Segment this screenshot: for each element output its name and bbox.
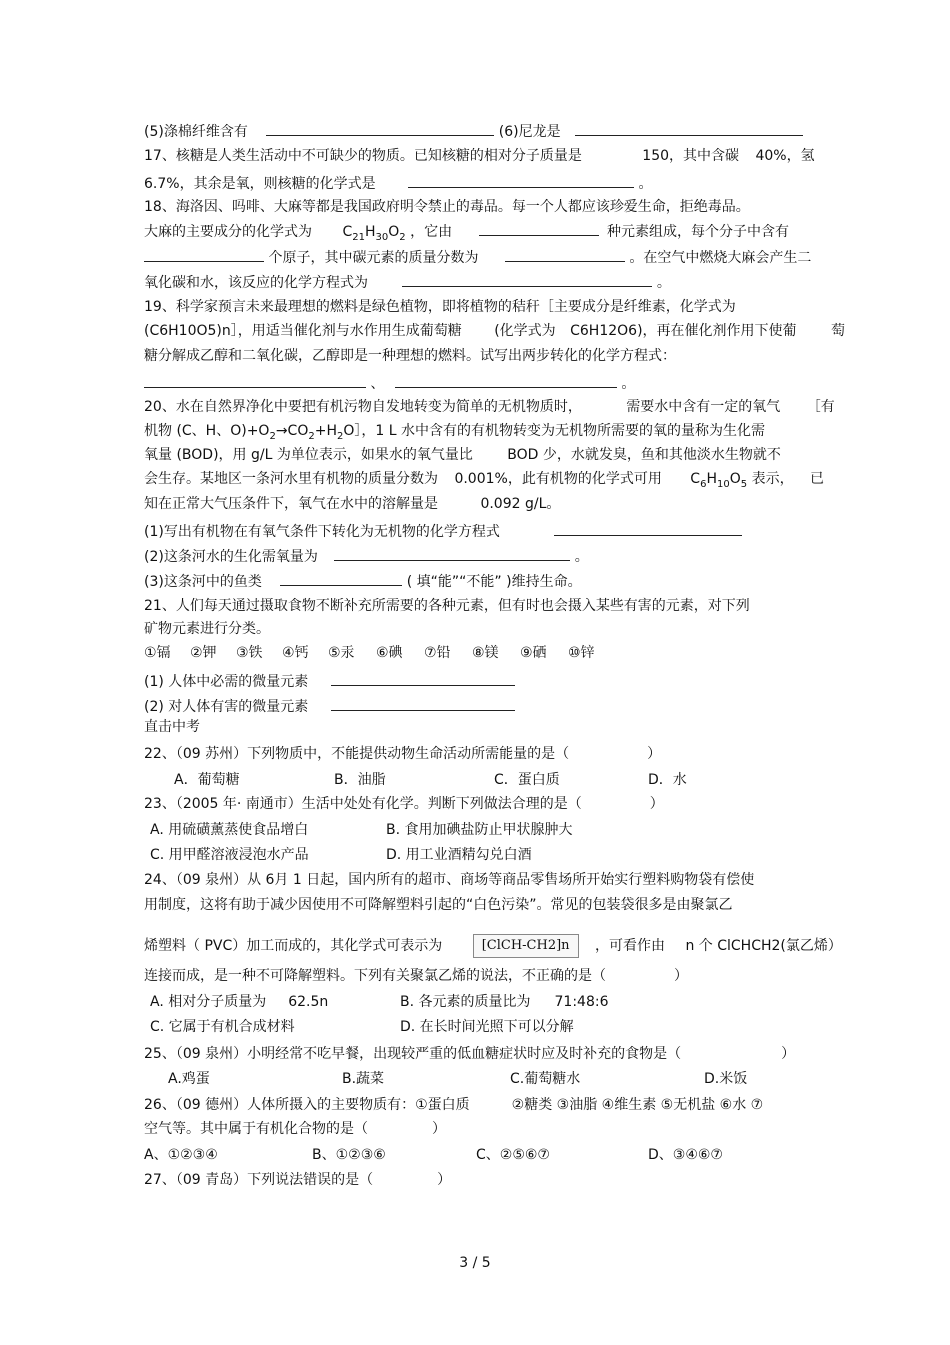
q19-line4 (144, 372, 635, 394)
option-a[interactable]: A. 相对分子质量为 62.5n (150, 994, 329, 1010)
option-d[interactable]: D、③④⑥⑦ (648, 1147, 723, 1163)
option-b[interactable]: B. 食用加碘盐防止甲状腺肿大 (386, 822, 573, 838)
q24-options-row2 (150, 1017, 574, 1037)
element-item: ③铁 (236, 645, 263, 661)
element-item: ⑦铅 (424, 645, 451, 661)
q20-text: 0.092 g/L。 (480, 496, 561, 512)
option-b[interactable]: B. 各元素的质量比为 71:48:6 (400, 994, 609, 1010)
q18-text: 氧化碳和水，该反应的化学方程式为 (144, 275, 368, 291)
q25-stem: 25、（09 泉州）小明经常不吃早餐，出现较严重的低血糖症状时应及时补充的食物是（ ） (144, 1046, 796, 1062)
q20-line1 (144, 397, 835, 417)
q20-text: 。 (574, 549, 589, 565)
q24-line1: 24、（09 泉州）从 6月 1 日起，国内所有的超市、商场等商品零售场所开始实行塑料购物袋有偿使 (144, 872, 755, 888)
q18-text: 大麻的主要成分的化学式为 (144, 224, 312, 240)
q20-text: ( 填“能”“不能” )维持生命。 (406, 574, 582, 590)
page-number: 3 / 5 (459, 1255, 491, 1271)
q17-text: 40%，氢 (755, 148, 815, 164)
option-c[interactable]: C．蛋白质 (494, 772, 560, 788)
q22-options (174, 770, 687, 790)
q20-text: 会生存。某地区一条河水里有机物的质量分数为 (144, 471, 438, 487)
q19-text: (C6H10O5)n］，用适当催化剂与水作用生成葡萄糖 (144, 323, 462, 339)
q20-text: 20、水在自然界净化中要把有机污物自发地转变为简单的无机物质时， (144, 399, 582, 415)
q16-part5: (5)涤棉纤维含有 (144, 124, 248, 140)
q16-line (144, 120, 803, 142)
q24-options-row1 (150, 992, 609, 1012)
option-a[interactable]: A、①②③④ (144, 1147, 218, 1163)
answer-blank[interactable] (266, 120, 494, 136)
option-b[interactable]: B.蔬菜 (342, 1071, 385, 1087)
option-a[interactable]: A. 用硫磺薰蒸使食品增白 (150, 822, 309, 838)
answer-blank[interactable] (144, 372, 366, 388)
q20-sub3 (144, 570, 582, 592)
q25-options (168, 1069, 747, 1089)
section-heading: 直击中考 (144, 719, 200, 735)
q20-line4 (144, 469, 824, 489)
q19-line1: 19、科学家预言未来最理想的燃料是绿色植物，即将植物的秸秆［主要成分是纤维素，化学式为 (144, 299, 736, 315)
option-c[interactable]: C.葡萄糖水 (510, 1071, 581, 1087)
answer-blank[interactable] (331, 670, 515, 686)
element-item: ①镉 (144, 645, 171, 661)
q18-text: 种元素组成，每个分子中含有 (607, 224, 789, 240)
q19-text: 萄 (831, 323, 845, 339)
q17-text: 。 (638, 176, 653, 192)
q19-line3: 糖分解成乙醇和二氧化碳，乙醇即是一种理想的燃料。试写出两步转化的化学方程式： (144, 348, 676, 364)
option-b[interactable]: B、①②③⑥ (312, 1147, 386, 1163)
q19-line2 (144, 321, 845, 341)
option-d[interactable]: D.米饭 (704, 1071, 748, 1087)
option-c[interactable]: C、②⑤⑥⑦ (476, 1147, 550, 1163)
q27-stem: 27、（09 青岛）下列说法错误的是（ ） (144, 1172, 452, 1188)
answer-blank[interactable] (575, 120, 803, 136)
element-item: ⑩锌 (568, 645, 595, 661)
answer-blank[interactable] (554, 520, 742, 536)
q21-sub2 (144, 695, 515, 717)
q19-text: 、 (370, 376, 385, 392)
q24-text: ，可看作由 (595, 938, 666, 954)
q24-line3 (144, 934, 842, 958)
q20-text: (1)写出有机物在有氧气条件下转化为无机物的化学方程式 (144, 524, 500, 540)
q21-line1: 21、人们每天通过摄取食物不断补充所需要的各种元素，但有时也会摄入某些有害的元素，对下列 (144, 598, 750, 614)
answer-blank[interactable] (144, 246, 264, 262)
q20-text: 已 (810, 471, 825, 487)
option-a[interactable]: A.鸡蛋 (168, 1071, 210, 1087)
q18-line4 (144, 271, 671, 293)
answer-blank[interactable] (280, 570, 402, 586)
q20-text: 0.001%，此有机物的化学式可用 (454, 471, 662, 487)
element-item: ⑥碘 (376, 645, 403, 661)
q17-line2 (144, 172, 652, 194)
q18-line2 (144, 220, 789, 242)
q26-line2: 空气等。其中属于有机化合物的是（ ） (144, 1121, 446, 1137)
q21-line2: 矿物元素进行分类。 (144, 621, 270, 637)
q18-text: ，它由 (410, 224, 453, 240)
q21-text: (2) 对人体有害的微量元素 (144, 699, 309, 715)
q18-text: 。在空气中燃烧大麻会产生二 (629, 250, 812, 266)
q24-text: n 个 ClCHCH2(氯乙烯） (685, 938, 842, 954)
answer-blank[interactable] (402, 271, 652, 287)
q19-text: (化学式为 (494, 323, 556, 339)
q20-sub2 (144, 545, 589, 567)
q17-text: 17、核糖是人类生活动中不可缺少的物质。已知核糖的相对分子质量是 (144, 148, 582, 164)
pvc-formula-image: [ClCH-CH2]n (473, 934, 579, 958)
chemical-formula: $C_6H_{10}O_5$ (690, 471, 748, 490)
option-c[interactable]: C. 用甲醛溶液浸泡水产品 (150, 847, 309, 863)
q17-line1 (144, 146, 815, 166)
option-d[interactable]: D. 用工业酒精勾兑白酒 (386, 847, 532, 863)
element-item: ②钾 (190, 645, 217, 661)
q17-text: 6.7%，其余是氧，则核糖的化学式是 (144, 176, 376, 192)
option-b[interactable]: B．油脂 (334, 772, 386, 788)
q16-part6: (6)尼龙是 (498, 124, 561, 140)
q23-options-row1 (150, 820, 573, 840)
q19-text: C6H12O6)，再在催化剂作用下使葡 (570, 323, 797, 339)
q20-line5 (144, 494, 560, 514)
q20-text: (3)这条河中的鱼类 (144, 574, 262, 590)
q21-items (144, 643, 608, 663)
q22-stem: 22、（09 苏州）下列物质中，不能提供动物生命活动所需能量的是（ ） (144, 746, 662, 762)
q20-text: 知在正常大气压条件下，氧气在水中的溶解量是 (144, 496, 438, 512)
element-item: ④钙 (282, 645, 309, 661)
answer-blank[interactable] (334, 545, 570, 561)
q24-line2: 用制度，这将有助于减少因使用不可降解塑料引起的“白色污染”。常见的包装袋很多是由聚氯乙 (144, 897, 733, 913)
q17-text: 150，其中含碳 (642, 148, 740, 164)
answer-blank[interactable] (505, 246, 625, 262)
element-item: ⑤汞 (328, 645, 355, 661)
option-a[interactable]: A．葡萄糖 (174, 772, 240, 788)
q20-text: 表示， (751, 471, 794, 487)
element-item: ⑧镁 (472, 645, 499, 661)
q18-line3 (144, 246, 811, 268)
q23-stem: 23、（2005 年· 南通市）生活中处处有化学。判断下列做法合理的是（ ） (144, 796, 664, 812)
q20-text: ［有 (806, 399, 835, 415)
q19-text: 。 (621, 376, 636, 392)
q20-text: (2)这条河水的生化需氧量为 (144, 549, 318, 565)
q20-sub1 (144, 520, 742, 542)
q18-line1: 18、海洛因、吗啡、大麻等都是我国政府明令禁止的毒品。每一个人都应该珍爱生命，拒绝毒品。 (144, 199, 750, 215)
q20-line3 (144, 445, 781, 465)
q20-line2: 机物 (C、H、$O)+O_2\to CO_2+H_2O]$，1 L 水中含有的有机物转变为无机物所需要的氧的量称为生化需 (144, 423, 766, 442)
q21-sub1 (144, 670, 515, 692)
chemical-formula: $C_{21}H_{30}O_2$ (342, 224, 406, 243)
answer-blank[interactable] (395, 372, 617, 388)
option-c[interactable]: C. 它属于有机合成材料 (150, 1019, 295, 1035)
q21-text: (1) 人体中必需的微量元素 (144, 674, 309, 690)
q20-text: 需要水中含有一定的氧气 (626, 399, 781, 415)
q20-text: BOD 少，水就发臭，鱼和其他淡水生物就不 (507, 447, 781, 463)
option-d[interactable]: D．水 (648, 772, 687, 788)
q26-options (144, 1145, 723, 1165)
q18-text: 。 (656, 275, 671, 291)
option-d[interactable]: D. 在长时间光照下可以分解 (400, 1019, 574, 1035)
q24-text: 烯塑料（ PVC）加工而成的，其化学式可表示为 (144, 938, 443, 954)
q24-line4: 连接而成，是一种不可降解塑料。下列有关聚氯乙烯的说法，不正确的是（ ） (144, 968, 688, 984)
element-item: ⑨硒 (520, 645, 547, 661)
answer-blank[interactable] (408, 172, 634, 188)
q23-options-row2 (150, 845, 532, 865)
q18-text: 个原子，其中碳元素的质量分数为 (268, 250, 479, 266)
answer-blank[interactable] (479, 220, 599, 236)
q26-line1: 26、（09 德州）人体所摄入的主要物质有：①蛋白质 ②糖类 ③油脂 ④维生素 ⑤无机盐 ⑥水 ⑦ (144, 1097, 764, 1113)
q20-text: 氧量 (BOD)，用 g/L 为单位表示，如果水的氧气量比 (144, 447, 473, 463)
answer-blank[interactable] (331, 695, 515, 711)
